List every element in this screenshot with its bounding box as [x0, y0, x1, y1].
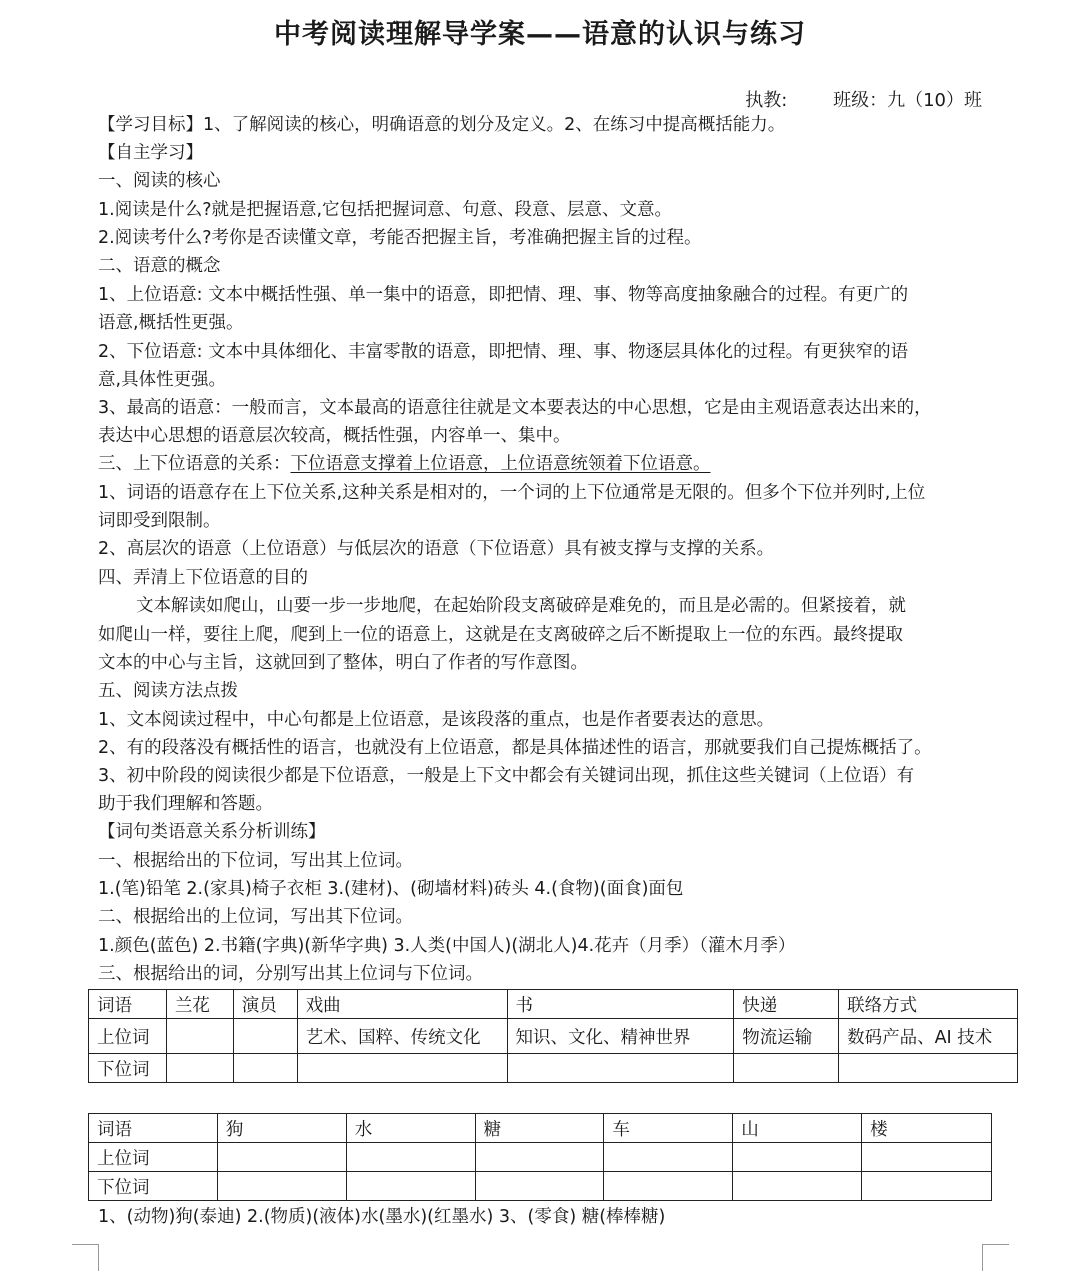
- table-cell[interactable]: [507, 1054, 734, 1083]
- table-cell: 下位词: [89, 1054, 167, 1083]
- table-cell[interactable]: [217, 1172, 346, 1201]
- heading-3: [98, 450, 988, 478]
- table-cell[interactable]: [217, 1143, 346, 1172]
- paragraph: 2、下位语意: 文本中具体细化、丰富零散的语意，即把情、理、事、物逐层具体化的过程。有更狭窄的语: [98, 342, 909, 362]
- paragraph: 3、初中阶段的阅读很少都是下位语意，一般是上下文中都会有关键词出现，抓住这些关键词（上位语）有: [98, 766, 915, 786]
- paragraph: 2、有的段落没有概括性的语言，也就没有上位语意，都是具体描述性的语言，那就要我们自己提炼概括了。: [98, 738, 932, 758]
- table-cell: 上位词: [89, 1019, 167, 1054]
- table-cell: 知识、文化、精神世界: [507, 1019, 734, 1054]
- exercise-1-title: 一、根据给出的下位词，写出其上位词。: [98, 851, 413, 871]
- paragraph: 助于我们理解和答题。: [98, 794, 273, 814]
- table-cell[interactable]: [862, 1172, 992, 1201]
- word-table-2: [88, 1113, 992, 1201]
- table-cell[interactable]: [233, 1054, 297, 1083]
- exercise-2-answer: 1.颜色(蓝色) 2.书籍(字典)(新华字典) 3.人类(中国人)(湖北人)4.花卉（月季）（灌木月季）: [98, 936, 796, 956]
- heading-5: 五、阅读方法点拨: [98, 681, 238, 701]
- teacher-label: 执教:: [745, 90, 788, 111]
- table-cell: 物流运输: [734, 1019, 839, 1054]
- exercise-1-answer: 1.(笔)铅笔 2.(家具)椅子衣柜 3.(建材)、(砌墙材料)砖头 4.(食物)(面食)面包: [98, 879, 684, 899]
- table-cell: 上位词: [89, 1143, 218, 1172]
- table-cell: 联络方式: [839, 990, 1018, 1019]
- exercise-2-title: 二、根据给出的上位词，写出其下位词。: [98, 907, 413, 927]
- table-cell: 书: [507, 990, 734, 1019]
- table-cell[interactable]: [604, 1143, 733, 1172]
- table-cell[interactable]: [475, 1172, 604, 1201]
- class-label: 班级：九（10）班: [833, 90, 982, 111]
- paragraph: 词即受到限制。: [98, 511, 221, 531]
- paragraph: 意,具体性更强。: [98, 370, 227, 390]
- table-row: [89, 1172, 992, 1201]
- paragraph: 3、最高的语意：一般而言，文本最高的语意往往就是文本要表达的中心思想，它是由主观语意表达出来的，: [98, 398, 932, 418]
- table-row: [89, 1143, 992, 1172]
- table-cell[interactable]: [297, 1054, 507, 1083]
- table-cell: 兰花: [166, 990, 233, 1019]
- word-table-1: [88, 989, 1018, 1083]
- table-cell[interactable]: [862, 1143, 992, 1172]
- table-cell: 山: [733, 1114, 862, 1143]
- table-cell: 词语: [89, 990, 167, 1019]
- table-cell[interactable]: [166, 1019, 233, 1054]
- paragraph: 1、上位语意: 文本中概括性强、单一集中的语意，即把情、理、事、物等高度抽象融合的过程。有更广的: [98, 285, 909, 305]
- table-cell: 下位词: [89, 1172, 218, 1201]
- heading-3-text: 三、上下位语意的关系：: [98, 454, 291, 474]
- page-title: 中考阅读理解导学案——语意的认识与练习: [274, 19, 806, 50]
- table-cell[interactable]: [734, 1054, 839, 1083]
- table-cell[interactable]: [733, 1172, 862, 1201]
- paragraph: 如爬山一样，要往上爬，爬到上一位的语意上，这就是在支离破碎之后不断提取上一位的东西。最终提取: [98, 625, 903, 645]
- meta-info: [705, 86, 982, 112]
- page-corner-mark: [982, 1244, 1009, 1271]
- table-cell[interactable]: [475, 1143, 604, 1172]
- paragraph: 2、高层次的语意（上位语意）与低层次的语意（下位语意）具有被支撑与支撑的关系。: [98, 539, 775, 559]
- underlined-text: 下位语意支撑着上位语意，上位语意统领着下位语意。: [290, 454, 711, 474]
- table-cell[interactable]: [604, 1172, 733, 1201]
- table-cell: 数码产品、AI 技术: [839, 1019, 1018, 1054]
- table-cell: 狗: [217, 1114, 346, 1143]
- paragraph: 2.阅读考什么?考你是否读懂文章，考能否把握主旨，考准确把握主旨的过程。: [98, 228, 702, 248]
- table-cell: 车: [604, 1114, 733, 1143]
- paragraph: 文本的中心与主旨，这就回到了整体，明白了作者的写作意图。: [98, 653, 588, 673]
- paragraph: 1.阅读是什么?就是把握语意,它包括把握词意、句意、段意、层意、文意。: [98, 200, 673, 220]
- paragraph: 语意,概括性更强。: [98, 313, 244, 333]
- table-cell: 戏曲: [297, 990, 507, 1019]
- paragraph: 文本解读如爬山，山要一步一步地爬，在起始阶段支离破碎是难免的，而且是必需的。但紧接着，就: [136, 596, 906, 616]
- heading-1: 一、阅读的核心: [98, 171, 221, 191]
- table-cell[interactable]: [346, 1143, 475, 1172]
- table-cell: 快递: [734, 990, 839, 1019]
- table-cell[interactable]: [166, 1054, 233, 1083]
- table-cell[interactable]: [733, 1143, 862, 1172]
- table-row: [89, 990, 1018, 1019]
- section-self-study: 【自主学习】: [98, 143, 203, 163]
- table-cell: 楼: [862, 1114, 992, 1143]
- table-cell[interactable]: [233, 1019, 297, 1054]
- heading-2: 二、语意的概念: [98, 256, 221, 276]
- paragraph: 1、词语的语意存在上下位关系,这种关系是相对的，一个词的上下位通常是无限的。但多个下位并列时,上位: [98, 483, 926, 503]
- exercise-3-title: 三、根据给出的词，分别写出其上位词与下位词。: [98, 964, 483, 984]
- paragraph: 1、文本阅读过程中，中心句都是上位语意，是该段落的重点，也是作者要表达的意思。: [98, 710, 775, 730]
- table-cell: 演员: [233, 990, 297, 1019]
- table-cell[interactable]: [346, 1172, 475, 1201]
- section-training: 【词句类语意关系分析训练】: [98, 822, 326, 842]
- learning-goal: 【学习目标】1、了解阅读的核心，明确语意的划分及定义。2、在练习中提高概括能力。: [98, 115, 786, 135]
- table-row: [89, 1054, 1018, 1083]
- paragraph: 表达中心思想的语意层次较高，概括性强，内容单一、集中。: [98, 426, 571, 446]
- table-cell: 糖: [475, 1114, 604, 1143]
- table-cell: 艺术、国粹、传统文化: [297, 1019, 507, 1054]
- table-row: [89, 1114, 992, 1143]
- table-cell[interactable]: [839, 1054, 1018, 1083]
- table-cell: 水: [346, 1114, 475, 1143]
- table-row: [89, 1019, 1018, 1054]
- table-cell: 词语: [89, 1114, 218, 1143]
- page-corner-mark: [72, 1244, 99, 1271]
- heading-4: 四、弄清上下位语意的目的: [98, 568, 308, 588]
- bottom-answers: 1、(动物)狗(泰迪) 2.(物质)(液体)水(墨水)(红墨水) 3、(零食) 糖(棒棒糖): [98, 1207, 666, 1227]
